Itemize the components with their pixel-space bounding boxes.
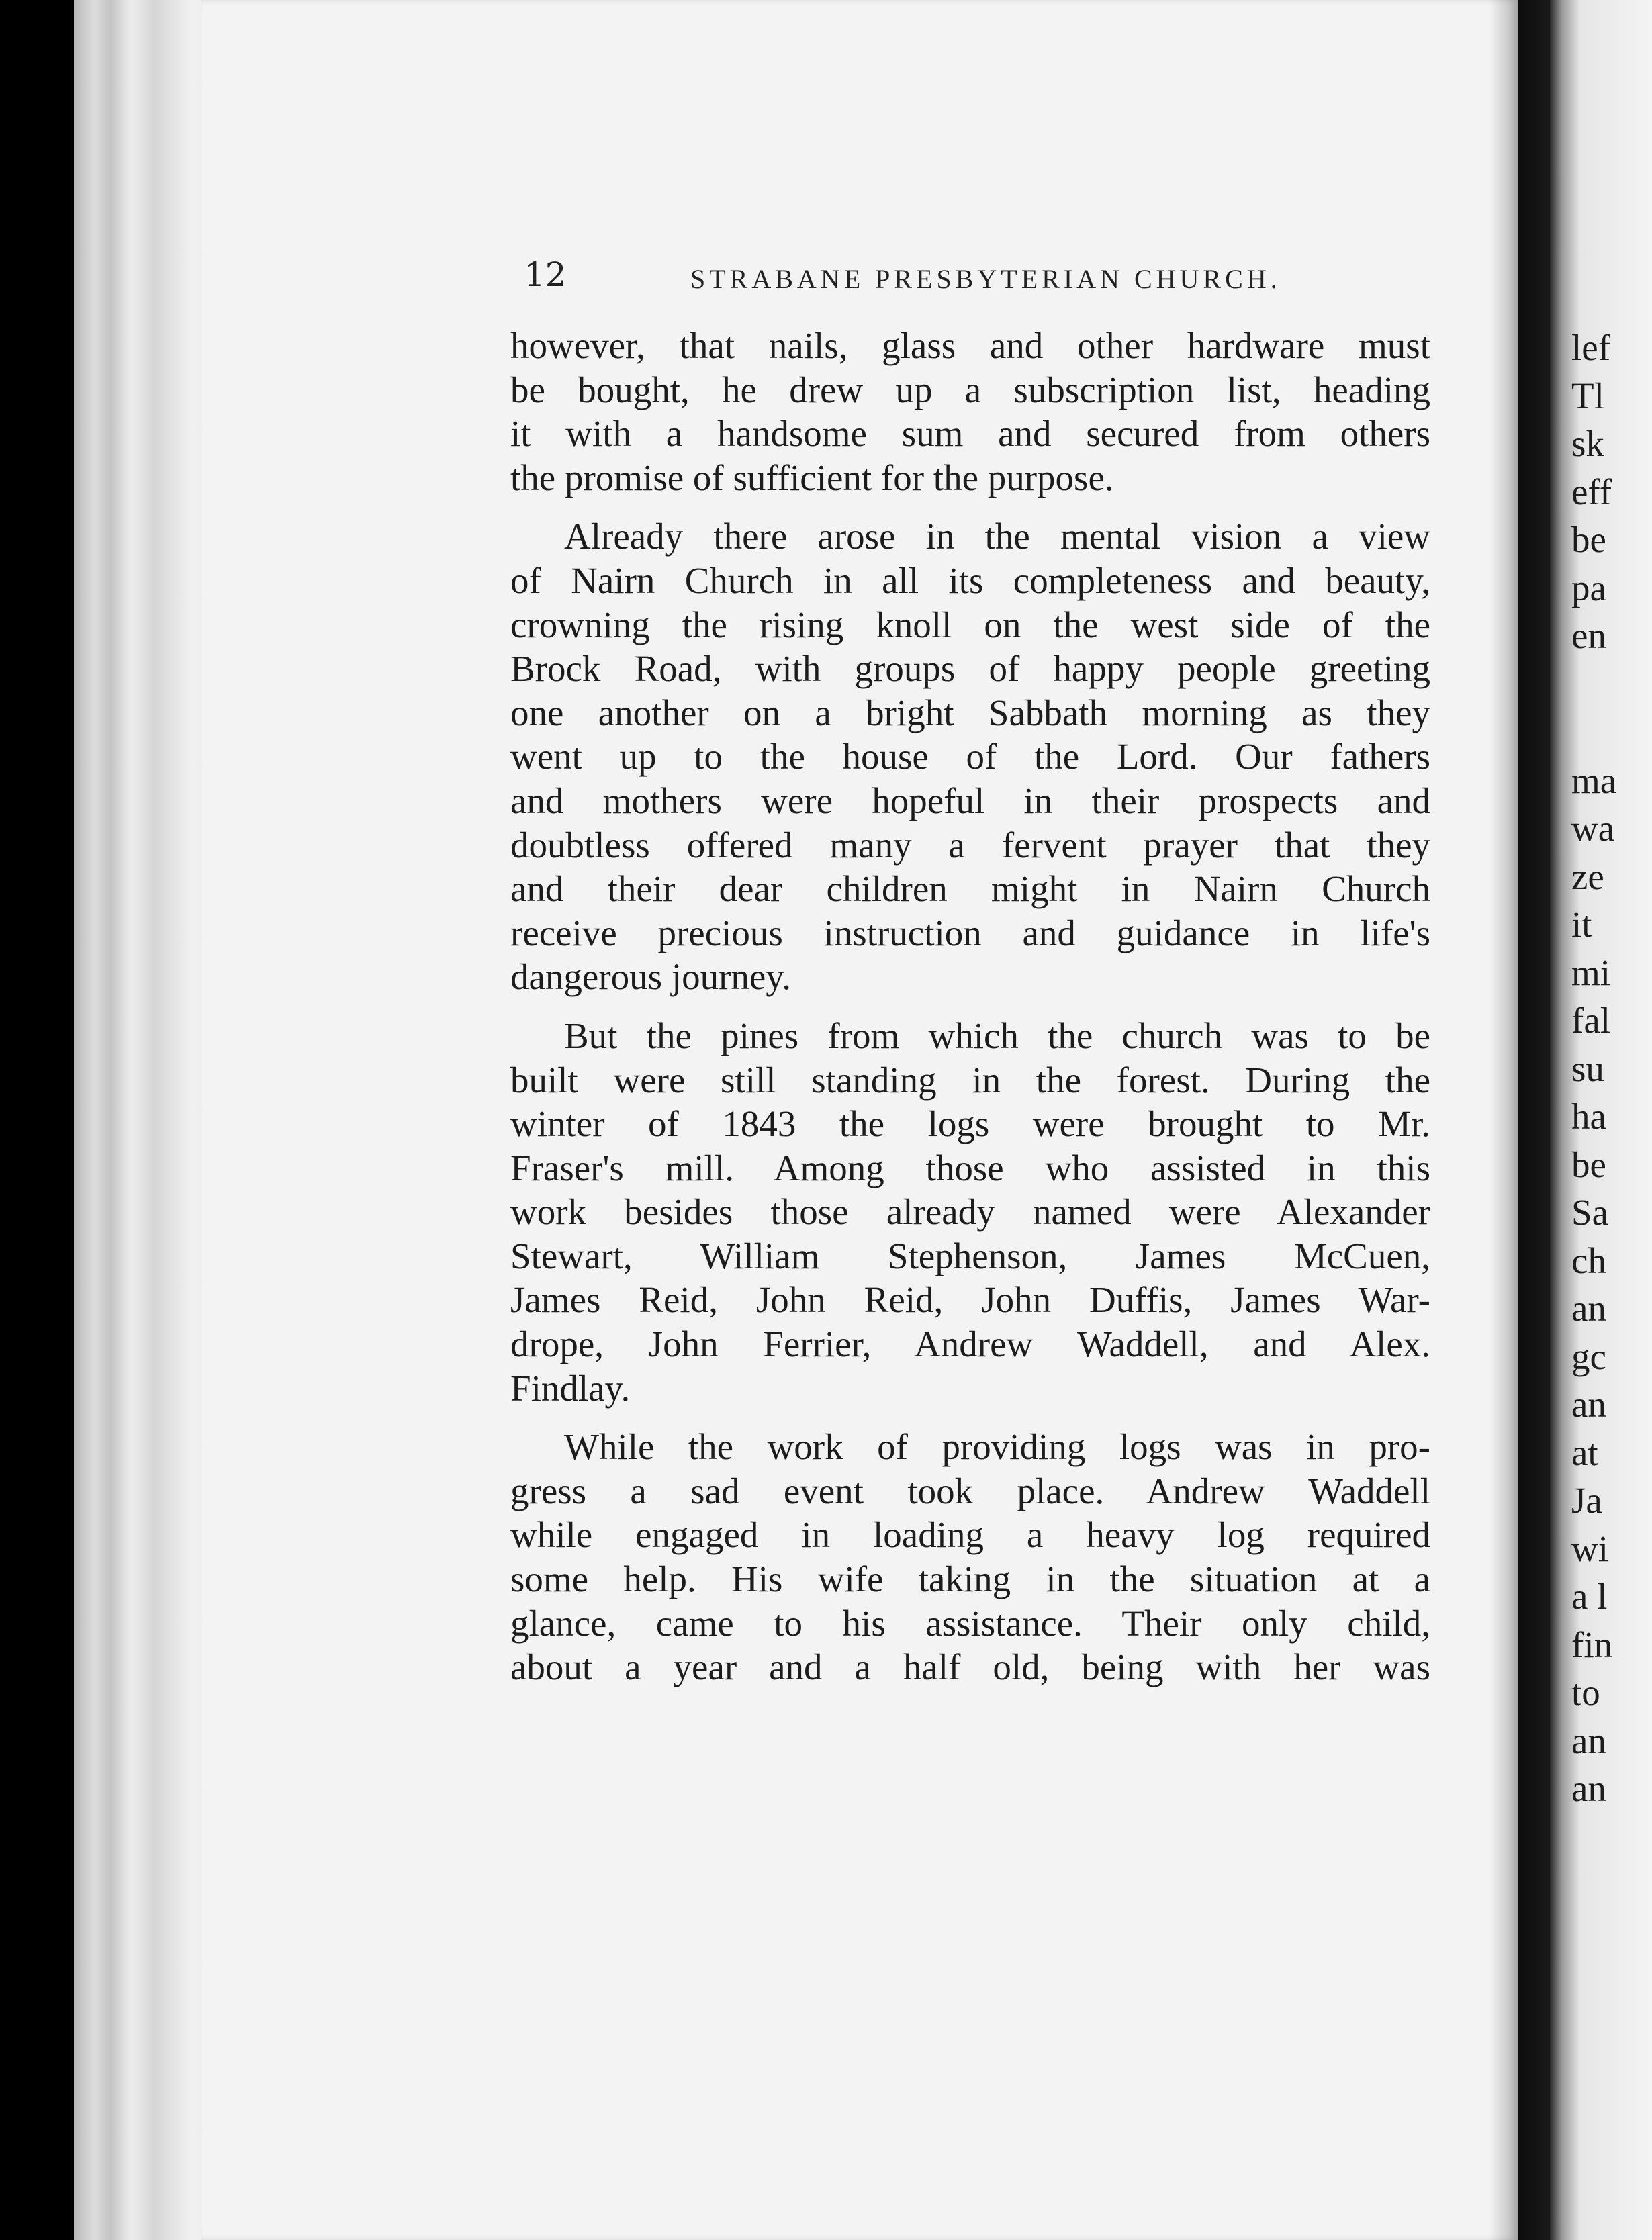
fragment-line: an <box>1571 1288 1606 1329</box>
text-line: be bought, he drew up a subscription list, heading <box>510 369 1430 410</box>
text-line: one another on a bright Sabbath morning as they <box>510 692 1430 733</box>
fragment-line: eff <box>1571 471 1612 512</box>
paragraph <box>510 514 1430 999</box>
paragraph <box>510 1425 1430 1689</box>
fragment-line: ha <box>1571 1096 1606 1137</box>
fragment-line: pa <box>1571 567 1606 608</box>
running-head: STRABANE PRESBYTERIAN CHURCH. <box>690 264 1281 294</box>
fragment-line: wi <box>1571 1528 1608 1569</box>
text-line: while engaged in loading a heavy log required <box>510 1514 1430 1556</box>
fragment-line: Tl <box>1571 375 1604 416</box>
facing-page-text-fragments <box>1571 324 1652 1813</box>
fragment-line: ma <box>1571 759 1617 801</box>
text-line: But the pines from which the church was to be <box>564 1015 1430 1056</box>
fragment-line: at <box>1571 1432 1598 1473</box>
fragment-line: fal <box>1571 1000 1611 1041</box>
fragment-line: a l <box>1571 1576 1608 1617</box>
fragment-line: be <box>1571 1144 1606 1185</box>
text-line: and mothers were hopeful in their prospects and <box>510 780 1430 821</box>
body-text <box>510 324 1430 1689</box>
fragment-line: an <box>1571 1768 1606 1809</box>
page-number: 12 <box>524 255 567 294</box>
text-line: dangerous journey. <box>510 956 791 998</box>
text-line: of Nairn Church in all its completeness and beauty, <box>510 559 1430 601</box>
text-line: however, that nails, glass and other hardware must <box>510 325 1430 366</box>
text-line: the promise of sufficient for the purpose. <box>510 457 1114 498</box>
fragment-line: sk <box>1571 423 1604 464</box>
text-line: Findlay. <box>510 1367 631 1409</box>
text-line: work besides those already named were Alexander <box>510 1191 1430 1233</box>
paragraph <box>510 1014 1430 1410</box>
text-line: built were still standing in the forest. During the <box>510 1059 1430 1101</box>
text-line: gress a sad event took place. Andrew Waddell <box>510 1470 1430 1511</box>
fragment-line: ze <box>1571 855 1604 897</box>
fragment-line: en <box>1571 615 1606 656</box>
text-line: drope, John Ferrier, Andrew Waddell, and Alex. <box>510 1323 1430 1365</box>
fragment-line: ch <box>1571 1240 1606 1281</box>
text-line: doubtless offered many a fervent prayer that they <box>510 824 1430 866</box>
gutter-shadow <box>1489 0 1550 2240</box>
text-line: Stewart, William Stephenson, James McCuen, <box>510 1235 1430 1276</box>
fragment-line: be <box>1571 519 1606 560</box>
text-line: Already there arose in the mental vision a view <box>564 516 1430 557</box>
fragment-line: wa <box>1571 808 1615 849</box>
text-line: Brock Road, with groups of happy people greeting <box>510 648 1430 690</box>
fragment-line: fin <box>1571 1624 1613 1665</box>
paragraph <box>510 324 1430 500</box>
fragment-line: it <box>1571 904 1592 945</box>
fragment-line: Ja <box>1571 1480 1602 1521</box>
fragment-line: gc <box>1571 1336 1606 1377</box>
text-line: winter of 1843 the logs were brought to Mr. <box>510 1103 1430 1145</box>
text-line: While the work of providing logs was in pro- <box>564 1426 1430 1468</box>
text-line: Fraser's mill. Among those who assisted in this <box>510 1147 1430 1188</box>
fragment-line: mi <box>1571 951 1611 993</box>
fragment-line: an <box>1571 1384 1606 1425</box>
text-line: and their dear children might in Nairn Church <box>510 868 1430 910</box>
text-line: receive precious instruction and guidance in life's <box>510 912 1430 953</box>
fragment-line: su <box>1571 1047 1604 1089</box>
text-line: crowning the rising knoll on the west side of the <box>510 604 1430 645</box>
text-line: went up to the house of the Lord. Our fathers <box>510 736 1430 778</box>
text-line: about a year and a half old, being with her was <box>510 1646 1430 1688</box>
fragment-line: Sa <box>1571 1192 1608 1233</box>
text-line: some help. His wife taking in the situation at a <box>510 1558 1430 1600</box>
text-line: it with a handsome sum and secured from others <box>510 413 1430 455</box>
text-line: glance, came to his assistance. Their only child, <box>510 1602 1430 1644</box>
text-line: James Reid, John Reid, John Duffis, James War- <box>510 1279 1430 1321</box>
fragment-line: an <box>1571 1720 1606 1761</box>
fragment-line: to <box>1571 1672 1600 1713</box>
fragment-line: lef <box>1571 327 1611 368</box>
